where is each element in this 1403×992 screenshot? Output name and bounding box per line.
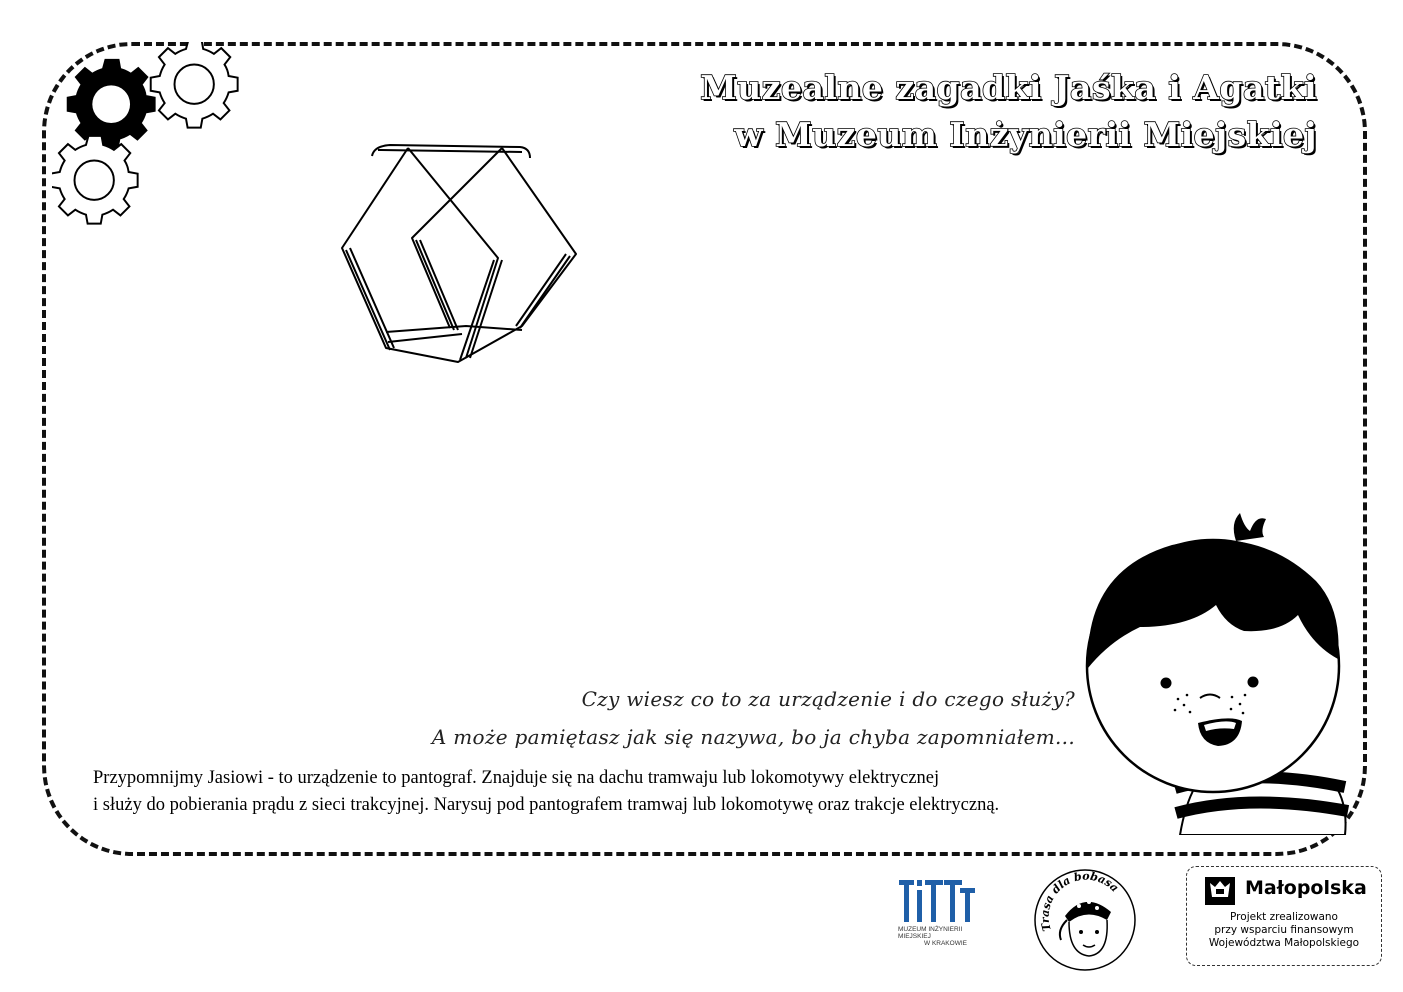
badge-text: Trasa dla bobasa [1038, 869, 1122, 933]
question-line-1: Czy wiesz co to za urządzenie i do czego służy? [581, 687, 1075, 711]
pantograph-drawing [330, 130, 600, 370]
page-title [557, 64, 1317, 158]
museum-logo-text [898, 926, 978, 947]
gear-icon [52, 136, 138, 224]
instructions-line-2: i służy do pobierania prądu z sieci trakcyjnej. Narysuj pod pantografem tramwaj lub lokomotywę oraz trakcje elektryczną. [93, 795, 1000, 815]
instructions [93, 765, 1173, 819]
badge-logo [1033, 868, 1137, 972]
sponsor-note-line-2: przy wsparciu finansowym [1214, 924, 1354, 936]
sponsor-name: Małopolska [1245, 877, 1367, 899]
gears-decoration [52, 42, 252, 227]
instructions-line-1: Przypomnijmy Jasiowi - to urządzenie to pantograf. Znajduje się na dachu tramwaju lub lokomotywy elektrycznej [93, 768, 940, 788]
gear-icon [68, 60, 155, 148]
sponsor-note-line-1: Projekt zrealizowano [1230, 911, 1338, 923]
title-line-1: Muzealne zagadki Jaśka i Agatki [700, 68, 1317, 107]
museum-name-line-3: W KRAKOWIE [924, 940, 967, 947]
left-eye [1161, 678, 1172, 689]
right-eye [1248, 677, 1259, 688]
boy-question [315, 680, 1075, 756]
sponsor-box [1186, 866, 1382, 966]
museum-name-line-1: MUZEUM INŻYNIERII [898, 926, 963, 933]
title-line-2: w Muzeum Inżynierii Miejskiej [734, 115, 1317, 154]
sponsor-note [1187, 911, 1381, 950]
sponsor-note-line-3: Województwa Małopolskiego [1208, 937, 1360, 949]
malopolska-logo [1205, 877, 1235, 905]
boy-illustration [1080, 505, 1350, 835]
gear-icon [151, 42, 238, 128]
question-line-2: A może pamiętasz jak się nazywa, bo ja chyba zapomniałem... [431, 725, 1075, 749]
museum-name-line-2: MIEJSKIEJ [898, 933, 931, 940]
